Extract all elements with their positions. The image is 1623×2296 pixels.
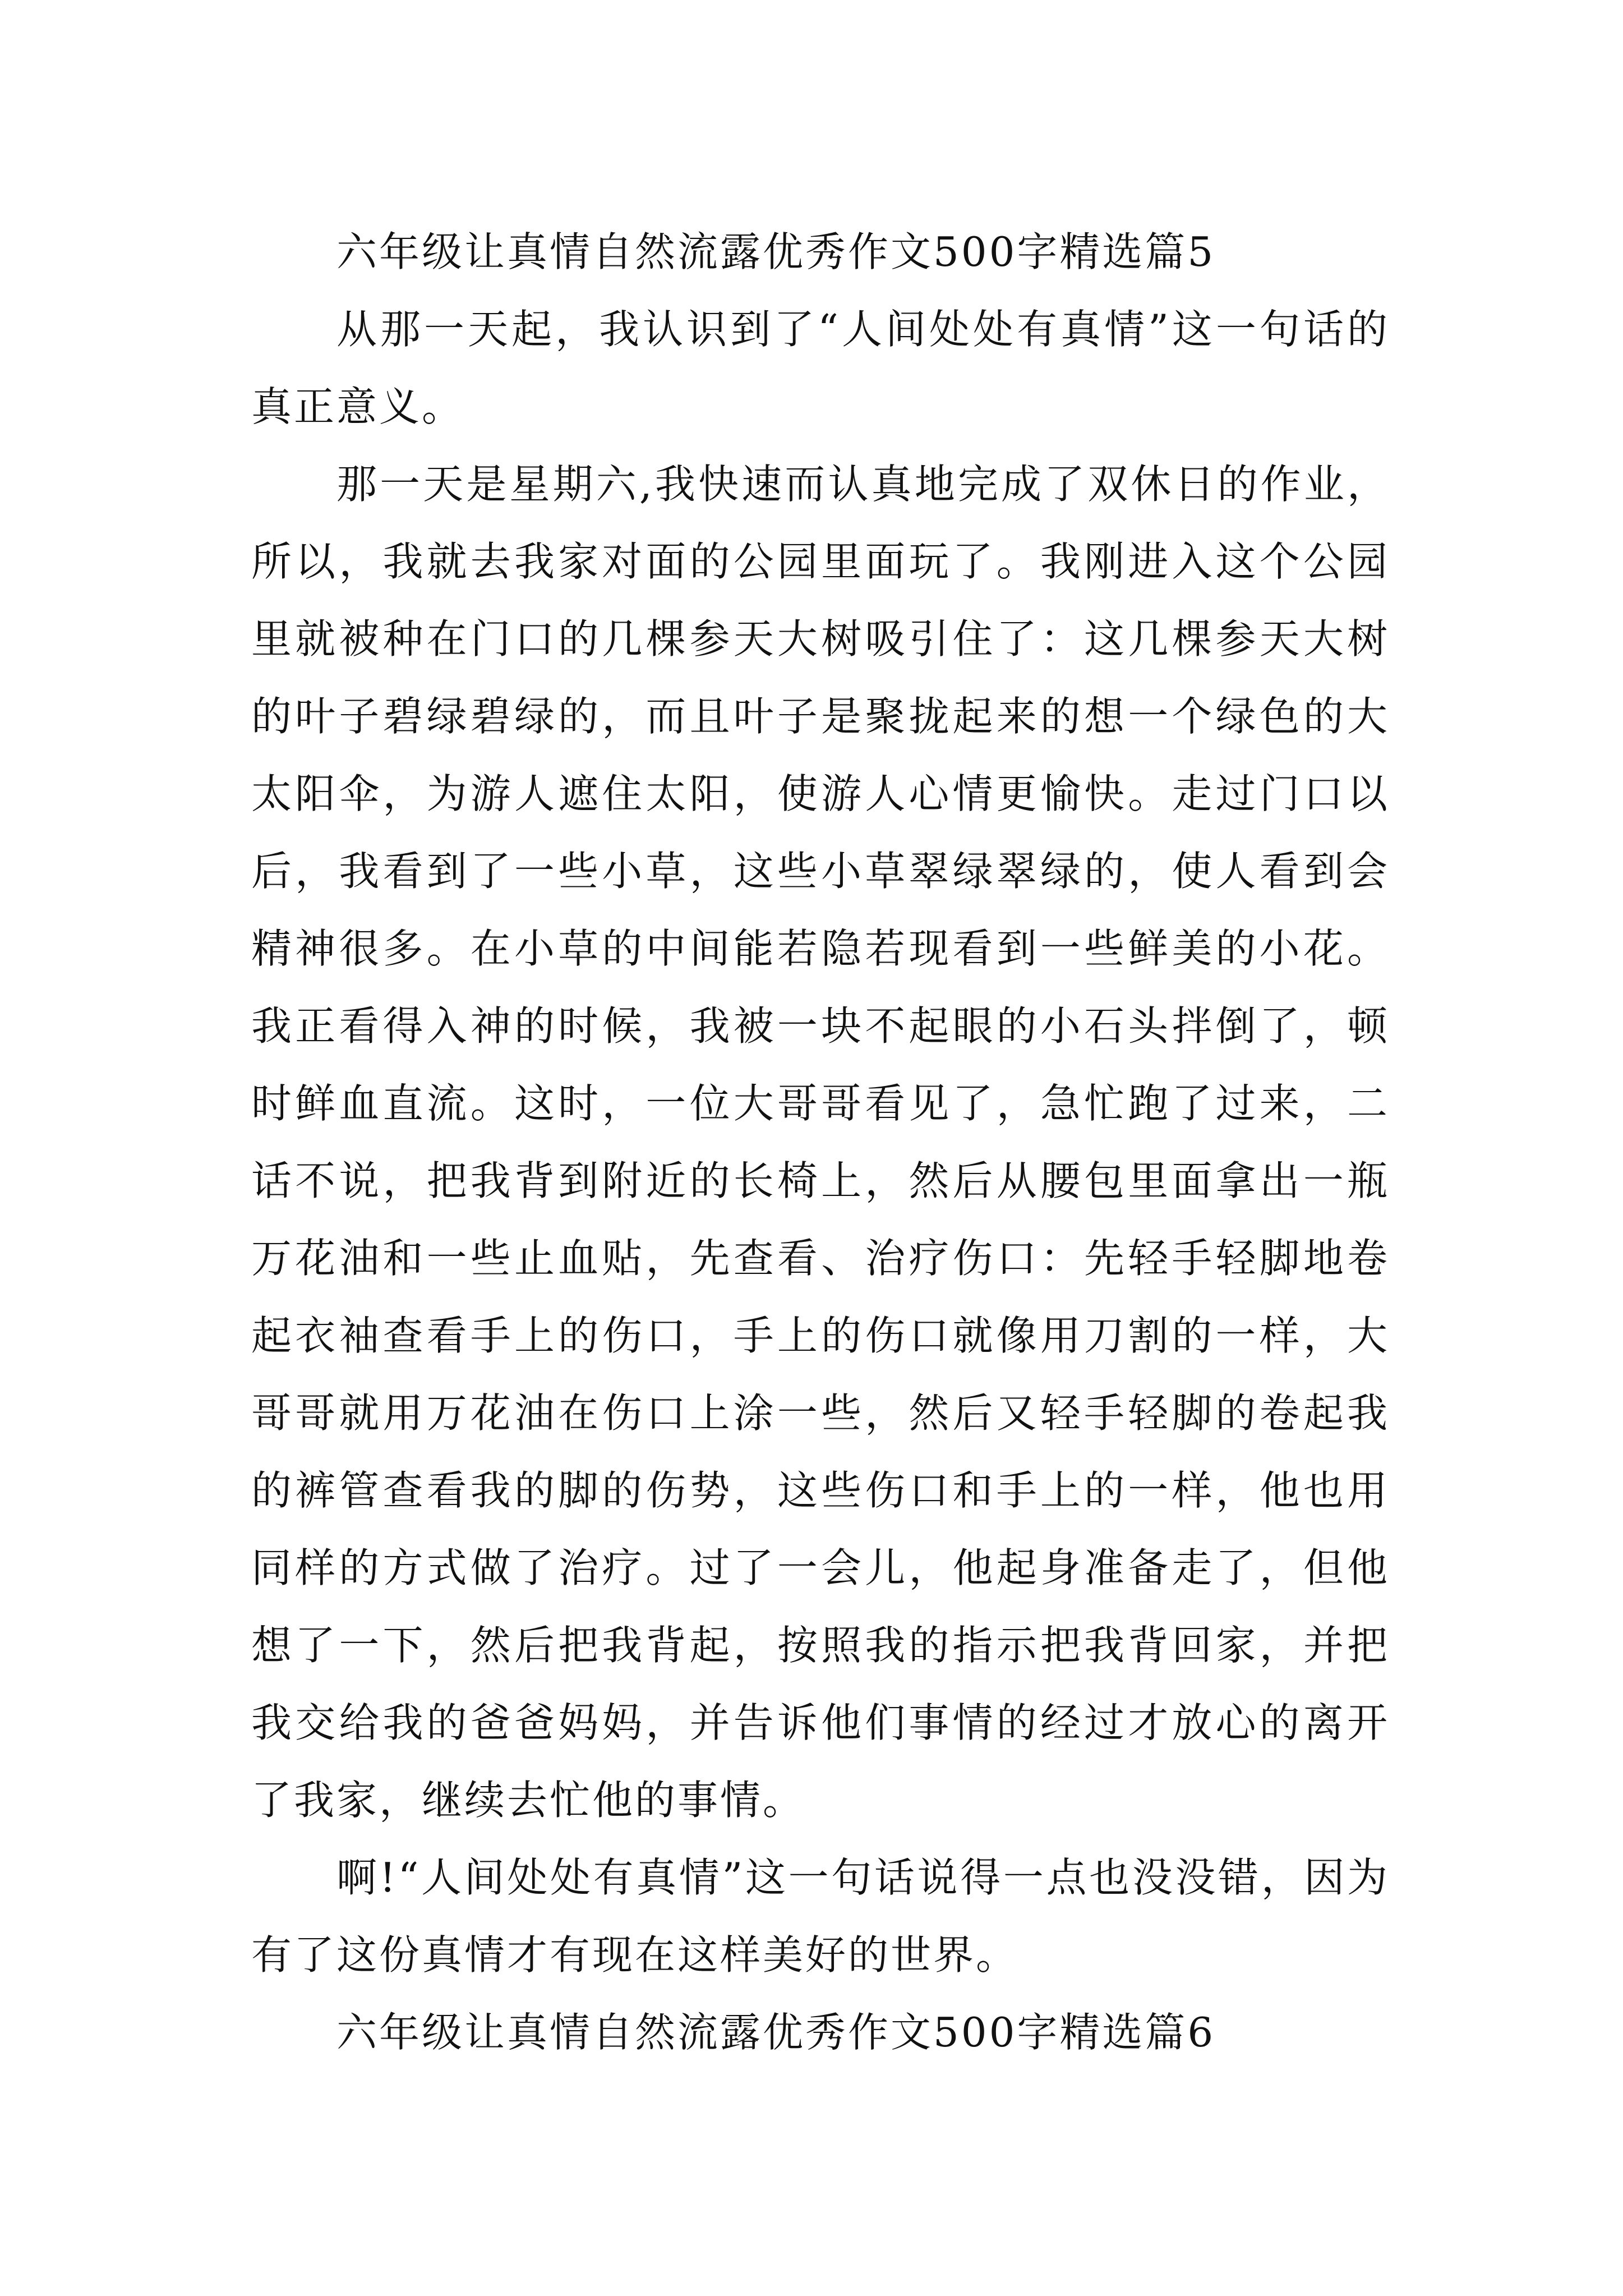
essay-heading-5: 六年级让真情自然流露优秀作文500字精选篇5 <box>336 228 1216 275</box>
essay-heading-6: 六年级让真情自然流露优秀作文500字精选篇6 <box>336 2009 1216 2056</box>
paragraph-conclusion: 啊!“人间处处有真情”这一句话说得一点也没没错，因为有了这份真情才有现在这样美好的世界。 <box>251 1854 1390 1978</box>
paragraph-story: 那一天是星期六,我快速而认真地完成了双休日的作业，所以，我就去我家对面的公园里面玩了。我刚进入这个公园里就被种在门口的几棵参天大树吸引住了：这几棵参天大树的叶子碧绿碧绿的，而且叶子是聚拢起来的想一个绿色的大太阳伞，为游人遮住太阳，使游人心情更愉快。走过门口以后，我看到了一些小草，这些小草翠绿翠绿的，使人看到会精神很多。在小草的中间能若隐若现看到一些鲜美的小花。我正看得入神的时候，我被一块不起眼的小石头拌倒了，顿时鲜血直流。这时，一位大哥哥看见了，急忙跑了过来，二话不说，把我背到附近的长椅上，然后从腰包里面拿出一瓶万花油和一些止血贴，先查看、治疗伤口：先轻手轻脚地卷起衣袖查看手上的伤口，手上的伤口就像用刀割的一样，大哥哥就用万花油在伤口上涂一些，然后又轻手轻脚的卷起我的裤管查看我的脚的伤势，这些伤口和手上的一样，他也用同样的方式做了治疗。过了一会儿，他起身准备走了，但他想了一下，然后把我背起，按照我的指示把我背回家，并把我交给我的爸爸妈妈，并告诉他们事情的经过才放心的离开了我家，继续去忙他的事情。 <box>251 461 1390 1824</box>
document-body <box>251 213 1390 2071</box>
paragraph-intro: 从那一天起，我认识到了“人间处处有真情”这一句话的真正意义。 <box>251 306 1390 430</box>
